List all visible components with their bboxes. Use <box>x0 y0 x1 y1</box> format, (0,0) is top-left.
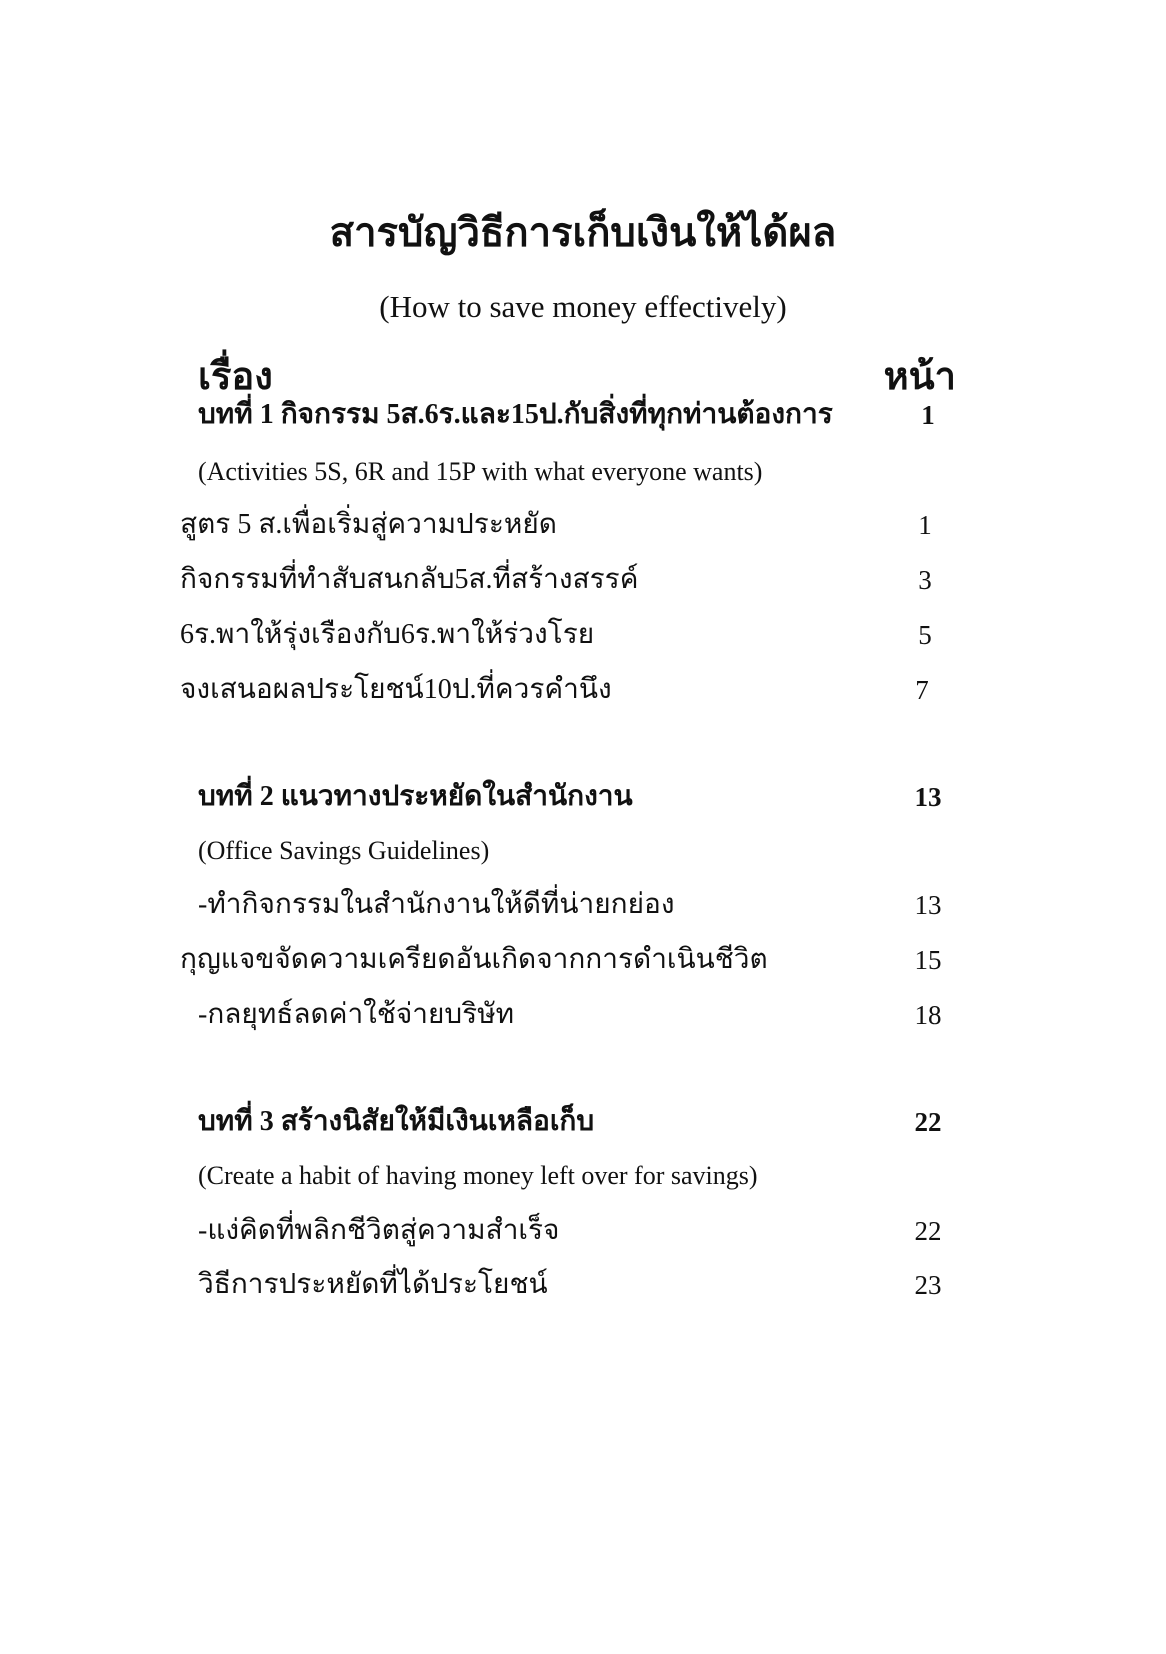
toc-item-page: 1 <box>918 510 932 540</box>
column-header-page: หน้า <box>883 356 956 398</box>
chapter-2-english-row <box>0 826 1166 876</box>
toc-item-row <box>0 500 1166 550</box>
toc-item-text: -ทำกิจกรรมในสำนักงานให้ดีที่น่ายกย่อง <box>198 889 675 920</box>
chapter-3-row <box>0 1097 1166 1147</box>
toc-item-text: จงเสนอผลประโยชน์10ป.ที่ควรคำนึง <box>180 674 612 705</box>
chapter-3-english-row <box>0 1151 1166 1201</box>
chapter-3-title: บทที่ 3 สร้างนิสัยให้มีเงินเหลือเก็บ <box>198 1106 595 1137</box>
page-subtitle: (How to save money effectively) <box>379 289 787 324</box>
chapter-1-page: 1 <box>921 400 935 430</box>
toc-item-row <box>0 555 1166 605</box>
chapter-3-page: 22 <box>914 1107 942 1137</box>
toc-item-page: 7 <box>915 675 929 705</box>
toc-item-page: 18 <box>914 1000 942 1030</box>
page-title: สารบัญวิธีการเก็บเงินให้ได้ผล <box>329 210 837 255</box>
chapter-2-english: (Office Savings Guidelines) <box>198 836 490 865</box>
toc-item-text: สูตร 5 ส.เพื่อเริ่มสู่ความประหยัด <box>180 509 557 540</box>
toc-item-text: 6ร.พาให้รุ่งเรืองกับ6ร.พาให้ร่วงโรย <box>180 619 595 650</box>
toc-item-text: วิธีการประหยัดที่ได้ประโยชน์ <box>198 1269 548 1300</box>
chapter-1-english-row <box>0 447 1166 497</box>
toc-item-row <box>0 665 1166 715</box>
toc-item-row <box>0 935 1166 985</box>
toc-item-text: -แง่คิดที่พลิกชีวิตสู่ความสำเร็จ <box>198 1215 560 1246</box>
chapter-2-row <box>0 772 1166 822</box>
toc-item-page: 23 <box>914 1270 942 1300</box>
toc-item-text: กิจกรรมที่ทำสับสนกลับ5ส.ที่สร้างสรรค์ <box>180 564 639 595</box>
chapter-3-english: (Create a habit of having money left over for savings) <box>198 1161 758 1190</box>
toc-item-page: 3 <box>918 565 932 595</box>
chapter-1-title: บทที่ 1 กิจกรรม 5ส.6ร.และ15ป.กับสิ่งที่ทุกท่านต้องการ <box>198 399 833 430</box>
chapter-2-title: บทที่ 2 แนวทางประหยัดในสำนักงาน <box>198 781 633 812</box>
toc-item-row <box>0 990 1166 1040</box>
toc-item-row <box>0 1206 1166 1256</box>
column-header-topic: เรื่อง <box>198 356 273 398</box>
toc-item-row <box>0 610 1166 660</box>
toc-item-row <box>0 880 1166 930</box>
chapter-1-row <box>0 390 1166 440</box>
toc-item-page: 5 <box>918 620 932 650</box>
toc-item-page: 15 <box>914 945 942 975</box>
chapter-1-english: (Activities 5S, 6R and 15P with what everyone wants) <box>198 457 763 486</box>
chapter-2-page: 13 <box>914 782 942 812</box>
toc-item-text: -กลยุทธ์ลดค่าใช้จ่ายบริษัท <box>198 999 515 1030</box>
toc-item-page: 22 <box>914 1216 942 1246</box>
toc-item-text: กุญแจขจัดความเครียดอันเกิดจากการดำเนินชีวิต <box>180 944 768 975</box>
toc-item-row <box>0 1260 1166 1310</box>
toc-item-page: 13 <box>914 890 942 920</box>
